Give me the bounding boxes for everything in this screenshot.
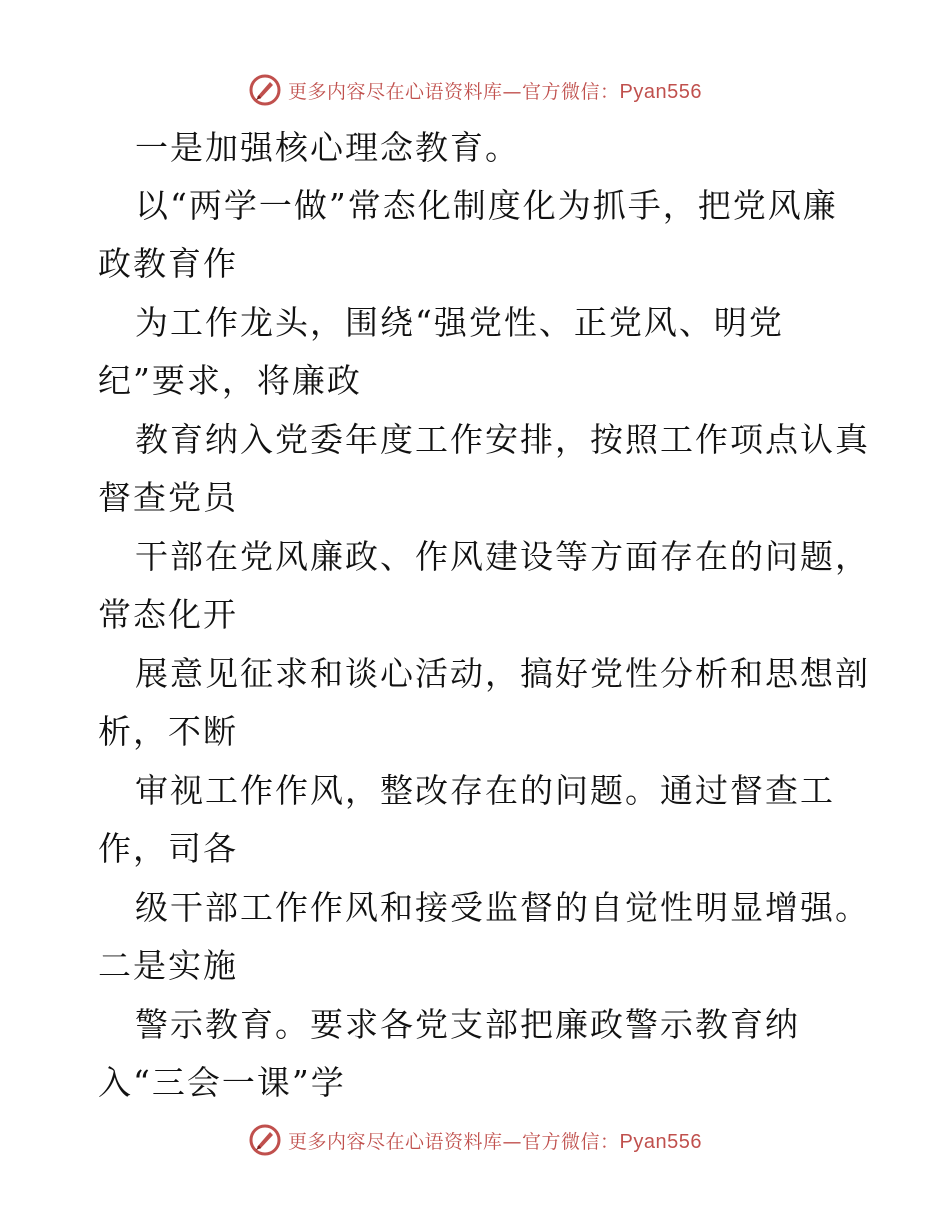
text-line: 督查党员 — [98, 478, 238, 517]
text-line: 为工作龙头，围绕“强党性、正党风、明党 — [135, 303, 784, 342]
text-line: 作，司各 — [98, 829, 238, 868]
text-line: 展意见征求和谈心活动，搞好党性分析和思想剖 — [135, 654, 870, 693]
banner-separator: — — [502, 1130, 523, 1153]
text-line: 教育纳入党委年度工作安排，按照工作项点认真 — [135, 420, 870, 459]
text-line: 常态化开 — [98, 595, 238, 634]
banner-separator: — — [502, 80, 523, 103]
banner-site-name: 更多内容尽在心语资料库 — [288, 1130, 503, 1153]
banner-text — [288, 77, 702, 104]
text-line: 纪”要求，将廉政 — [98, 361, 362, 400]
text-line: 二是实施 — [98, 946, 238, 985]
text-line: 入“三会一课”学 — [98, 1063, 346, 1102]
quill-pen-logo-icon — [248, 73, 282, 107]
text-line: 一是加强核心理念教育。 — [135, 128, 520, 167]
quill-pen-logo-icon — [248, 1123, 282, 1157]
banner-text — [288, 1127, 702, 1154]
text-line: 审视工作作风，整改存在的问题。通过督查工 — [135, 771, 835, 810]
text-line: 警示教育。要求各党支部把廉政警示教育纳 — [135, 1005, 800, 1044]
text-line: 析，不断 — [98, 712, 238, 751]
text-line: 干部在党风廉政、作风建设等方面存在的问题， — [135, 537, 870, 576]
banner-wechat-label: 官方微信： — [522, 80, 620, 103]
text-line: 级干部工作作风和接受监督的自觉性明显增强。 — [135, 888, 870, 927]
header-banner — [0, 70, 950, 110]
footer-banner — [0, 1120, 950, 1160]
text-line: 政教育作 — [98, 244, 238, 283]
banner-wechat-id: Pyan556 — [619, 80, 702, 103]
text-line: 以“两学一做”常态化制度化为抓手，把党风廉 — [135, 186, 838, 225]
banner-wechat-label: 官方微信： — [522, 1130, 620, 1153]
banner-wechat-id: Pyan556 — [619, 1130, 702, 1153]
banner-site-name: 更多内容尽在心语资料库 — [288, 80, 503, 103]
